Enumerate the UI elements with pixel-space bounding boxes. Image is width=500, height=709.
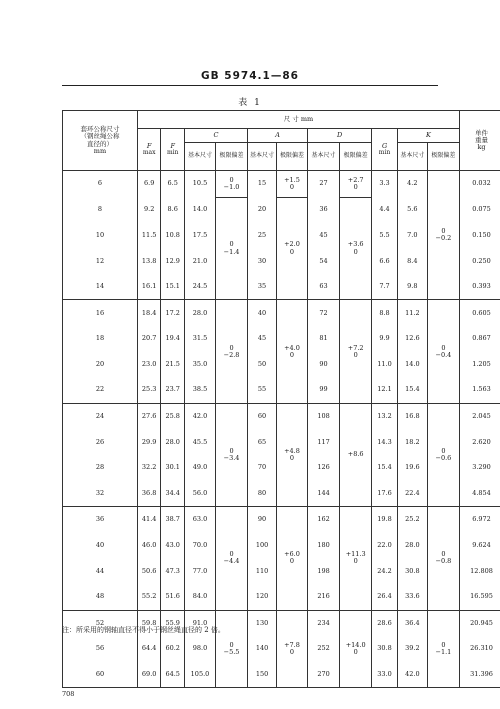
f-max: 46.0: [137, 533, 161, 559]
d-tolerance: +11.3 0: [340, 507, 372, 610]
table-title: 表 1: [238, 98, 262, 108]
c-basic: 45.5: [184, 429, 215, 455]
a-basic: 65: [248, 429, 277, 455]
a-tolerance: +4.8 0: [276, 403, 307, 506]
nominal-size: 32: [63, 481, 138, 507]
table-row: [63, 300, 500, 326]
f-max: 16.1: [137, 274, 161, 300]
g-min: 6.6: [372, 248, 398, 274]
k-basic: 11.2: [397, 300, 427, 326]
a-basic: 90: [248, 507, 277, 533]
g-min: 13.2: [372, 403, 398, 429]
g-min: 30.8: [372, 636, 398, 662]
a-basic: 15: [248, 171, 277, 198]
d-basic: 81: [308, 326, 340, 352]
unit-weight: 2.620: [459, 429, 500, 455]
k-tolerance: 0 −0.2: [427, 171, 459, 300]
f-max: 41.4: [137, 507, 161, 533]
c-basic: 21.0: [184, 248, 215, 274]
d-basic: 198: [308, 558, 340, 584]
standard-code: GB 5974.1—86: [201, 70, 299, 82]
k-basic: 36.4: [397, 610, 427, 636]
k-basic: 18.2: [397, 429, 427, 455]
f-max: 32.2: [137, 455, 161, 481]
k-basic: 25.2: [397, 507, 427, 533]
g-min: 11.0: [372, 352, 398, 378]
c-basic: 31.5: [184, 326, 215, 352]
c-tolerance: 0 −2.8: [216, 300, 248, 403]
f-min: 55.9: [161, 610, 185, 636]
d-tolerance: +3.6 0: [340, 197, 372, 300]
c-basic: 56.0: [184, 481, 215, 507]
nominal-size: 44: [63, 558, 138, 584]
d-tolerance: +2.7 0: [340, 171, 372, 198]
f-max: 6.9: [137, 171, 161, 198]
k-basic-header: 基本尺寸: [397, 143, 427, 171]
c-tolerance: 0 −4.4: [216, 507, 248, 610]
a-basic: 60: [248, 403, 277, 429]
f-max: 11.5: [137, 223, 161, 249]
d-header: D: [308, 129, 372, 143]
unit-weight: 0.605: [459, 300, 500, 326]
a-basic: 25: [248, 223, 277, 249]
a-tolerance: +2.0 0: [276, 197, 307, 300]
d-basic: 45: [308, 223, 340, 249]
c-header: C: [184, 129, 247, 143]
unit-weight: 26.310: [459, 636, 500, 662]
f-min: 8.6: [161, 197, 185, 223]
f-min: 12.9: [161, 248, 185, 274]
c-tolerance: 0 −3.4: [216, 403, 248, 506]
nominal-size: 26: [63, 429, 138, 455]
f-max: 55.2: [137, 584, 161, 610]
unit-weight: 2.045: [459, 403, 500, 429]
nominal-size: 36: [63, 507, 138, 533]
g-min: 14.3: [372, 429, 398, 455]
a-basic: 50: [248, 352, 277, 378]
f-min: 21.5: [161, 352, 185, 378]
g-min: 8.8: [372, 300, 398, 326]
unit-weight: 16.595: [459, 584, 500, 610]
c-tolerance: 0 −5.5: [216, 610, 248, 688]
d-basic: 216: [308, 584, 340, 610]
a-basic: 100: [248, 533, 277, 559]
f-max: 23.0: [137, 352, 161, 378]
f-min: 23.7: [161, 377, 185, 403]
d-basic: 180: [308, 533, 340, 559]
f-max: 9.2: [137, 197, 161, 223]
c-basic: 63.0: [184, 507, 215, 533]
d-basic: 108: [308, 403, 340, 429]
c-basic: 38.5: [184, 377, 215, 403]
f-max-header: F max: [137, 129, 161, 171]
c-tolerance: 0 −1.4: [216, 197, 248, 300]
unit-weight: 1.205: [459, 352, 500, 378]
a-basic: 40: [248, 300, 277, 326]
d-basic-header: 基本尺寸: [308, 143, 340, 171]
table-note: 注：所采用的钢轴直径不得小于钢丝绳直径的 2 倍。: [62, 626, 225, 634]
unit-weight: 20.945: [459, 610, 500, 636]
unit-weight: 0.393: [459, 274, 500, 300]
a-basic: 55: [248, 377, 277, 403]
g-header: G min: [372, 129, 398, 171]
k-basic: 12.6: [397, 326, 427, 352]
k-tolerance: 0 −0.6: [427, 403, 459, 506]
c-basic: 28.0: [184, 300, 215, 326]
c-basic: 98.0: [184, 636, 215, 662]
a-basic: 45: [248, 326, 277, 352]
nominal-size: 22: [63, 377, 138, 403]
a-basic: 110: [248, 558, 277, 584]
k-tolerance: 0 −1.1: [427, 610, 459, 688]
d-basic: 252: [308, 636, 340, 662]
g-min: 5.5: [372, 223, 398, 249]
k-basic: 9.8: [397, 274, 427, 300]
unit-weight: 1.563: [459, 377, 500, 403]
f-max: 69.0: [137, 662, 161, 688]
a-limit-header: 极限偏差: [276, 143, 307, 171]
c-basic: 10.5: [184, 171, 215, 198]
d-basic: 63: [308, 274, 340, 300]
nominal-size: 10: [63, 223, 138, 249]
page-number: 708: [62, 690, 75, 698]
size-header: 套环公称尺寸 （钢丝绳公称 直径的） mm: [63, 111, 138, 171]
f-max: 18.4: [137, 300, 161, 326]
unit-weight: 0.250: [459, 248, 500, 274]
c-basic: 91.0: [184, 610, 215, 636]
a-basic-header: 基本尺寸: [248, 143, 277, 171]
nominal-size: 60: [63, 662, 138, 688]
g-min: 33.0: [372, 662, 398, 688]
d-basic: 99: [308, 377, 340, 403]
k-basic: 8.4: [397, 248, 427, 274]
unit-weight: 4.854: [459, 481, 500, 507]
unit-weight: 3.290: [459, 455, 500, 481]
f-max: 25.3: [137, 377, 161, 403]
nominal-size: 52: [63, 610, 138, 636]
c-basic: 77.0: [184, 558, 215, 584]
f-min: 47.3: [161, 558, 185, 584]
f-min: 17.2: [161, 300, 185, 326]
g-min: 19.8: [372, 507, 398, 533]
g-min: 3.3: [372, 171, 398, 198]
f-min: 43.0: [161, 533, 185, 559]
a-basic: 130: [248, 610, 277, 636]
c-basic: 105.0: [184, 662, 215, 688]
c-basic: 49.0: [184, 455, 215, 481]
f-min: 6.5: [161, 171, 185, 198]
unit-weight: 0.075: [459, 197, 500, 223]
unit-weight: 0.867: [459, 326, 500, 352]
c-basic: 17.5: [184, 223, 215, 249]
c-limit-header: 极限偏差: [216, 143, 248, 171]
table-body: [63, 171, 500, 688]
d-basic: 36: [308, 197, 340, 223]
d-basic: 234: [308, 610, 340, 636]
a-basic: 80: [248, 481, 277, 507]
c-basic: 24.5: [184, 274, 215, 300]
g-min: 4.4: [372, 197, 398, 223]
d-tolerance: +14.0 0: [340, 610, 372, 688]
a-tolerance: +7.8 0: [276, 610, 307, 688]
unit-weight: 31.396: [459, 662, 500, 688]
d-basic: 270: [308, 662, 340, 688]
table-row: [63, 171, 500, 198]
d-basic: 117: [308, 429, 340, 455]
f-min-header: F min: [161, 129, 185, 171]
d-basic: 54: [308, 248, 340, 274]
a-tolerance: +1.5 0: [276, 171, 307, 198]
c-basic-header: 基本尺寸: [184, 143, 215, 171]
k-basic: 39.2: [397, 636, 427, 662]
k-tolerance: 0 −0.4: [427, 300, 459, 403]
k-basic: 42.0: [397, 662, 427, 688]
nominal-size: 20: [63, 352, 138, 378]
nominal-size: 6: [63, 171, 138, 198]
nominal-size: 8: [63, 197, 138, 223]
header-rule: [62, 85, 438, 86]
g-min: 12.1: [372, 377, 398, 403]
unit-weight: 12.808: [459, 558, 500, 584]
d-basic: 27: [308, 171, 340, 198]
nominal-size: 48: [63, 584, 138, 610]
f-min: 25.8: [161, 403, 185, 429]
d-basic: 144: [308, 481, 340, 507]
g-min: 24.2: [372, 558, 398, 584]
table-row: [63, 507, 500, 533]
f-min: 30.1: [161, 455, 185, 481]
c-basic: 42.0: [184, 403, 215, 429]
c-basic: 14.0: [184, 197, 215, 223]
f-min: 19.4: [161, 326, 185, 352]
nominal-size: 40: [63, 533, 138, 559]
d-basic: 72: [308, 300, 340, 326]
d-limit-header: 极限偏差: [340, 143, 372, 171]
d-tolerance: +8.6: [340, 403, 372, 506]
a-basic: 30: [248, 248, 277, 274]
k-basic: 33.6: [397, 584, 427, 610]
a-tolerance: +6.0 0: [276, 507, 307, 610]
nominal-size: 12: [63, 248, 138, 274]
f-max: 13.8: [137, 248, 161, 274]
k-basic: 30.8: [397, 558, 427, 584]
k-basic: 7.0: [397, 223, 427, 249]
unit-weight: 0.150: [459, 223, 500, 249]
g-min: 28.6: [372, 610, 398, 636]
d-basic: 90: [308, 352, 340, 378]
f-min: 15.1: [161, 274, 185, 300]
d-tolerance: +7.2 0: [340, 300, 372, 403]
f-max: 20.7: [137, 326, 161, 352]
table-row: [63, 403, 500, 429]
f-min: 10.8: [161, 223, 185, 249]
k-header: K: [397, 129, 459, 143]
f-min: 38.7: [161, 507, 185, 533]
dimension-table: [62, 110, 500, 688]
unit-weight: 0.032: [459, 171, 500, 198]
nominal-size: 56: [63, 636, 138, 662]
k-basic: 16.8: [397, 403, 427, 429]
k-tolerance: 0 −0.8: [427, 507, 459, 610]
k-basic: 28.0: [397, 533, 427, 559]
g-min: 7.7: [372, 274, 398, 300]
a-basic: 140: [248, 636, 277, 662]
d-basic: 162: [308, 507, 340, 533]
nominal-size: 28: [63, 455, 138, 481]
nominal-size: 24: [63, 403, 138, 429]
c-basic: 70.0: [184, 533, 215, 559]
f-max: 59.8: [137, 610, 161, 636]
g-min: 26.4: [372, 584, 398, 610]
g-min: 15.4: [372, 455, 398, 481]
dimension-group-header: 尺 寸 mm: [137, 111, 459, 129]
g-min: 22.0: [372, 533, 398, 559]
g-min: 17.6: [372, 481, 398, 507]
f-max: 29.9: [137, 429, 161, 455]
c-tolerance: 0 −1.0: [216, 171, 248, 198]
f-max: 27.6: [137, 403, 161, 429]
f-min: 60.2: [161, 636, 185, 662]
weight-header: 单件 重量 kg: [459, 111, 500, 171]
a-tolerance: +4.0 0: [276, 300, 307, 403]
k-limit-header: 极限偏差: [427, 143, 459, 171]
a-basic: 120: [248, 584, 277, 610]
d-basic: 126: [308, 455, 340, 481]
nominal-size: 14: [63, 274, 138, 300]
nominal-size: 16: [63, 300, 138, 326]
f-min: 51.6: [161, 584, 185, 610]
g-min: 9.9: [372, 326, 398, 352]
a-basic: 150: [248, 662, 277, 688]
k-basic: 19.6: [397, 455, 427, 481]
f-max: 50.6: [137, 558, 161, 584]
c-basic: 84.0: [184, 584, 215, 610]
unit-weight: 6.972: [459, 507, 500, 533]
f-max: 64.4: [137, 636, 161, 662]
c-basic: 35.0: [184, 352, 215, 378]
f-min: 64.5: [161, 662, 185, 688]
k-basic: 4.2: [397, 171, 427, 198]
k-basic: 14.0: [397, 352, 427, 378]
f-min: 34.4: [161, 481, 185, 507]
k-basic: 15.4: [397, 377, 427, 403]
a-basic: 20: [248, 197, 277, 223]
k-basic: 22.4: [397, 481, 427, 507]
f-min: 28.0: [161, 429, 185, 455]
k-basic: 5.6: [397, 197, 427, 223]
a-basic: 70: [248, 455, 277, 481]
a-header: A: [248, 129, 308, 143]
unit-weight: 9.624: [459, 533, 500, 559]
a-basic: 35: [248, 274, 277, 300]
nominal-size: 18: [63, 326, 138, 352]
f-max: 36.8: [137, 481, 161, 507]
